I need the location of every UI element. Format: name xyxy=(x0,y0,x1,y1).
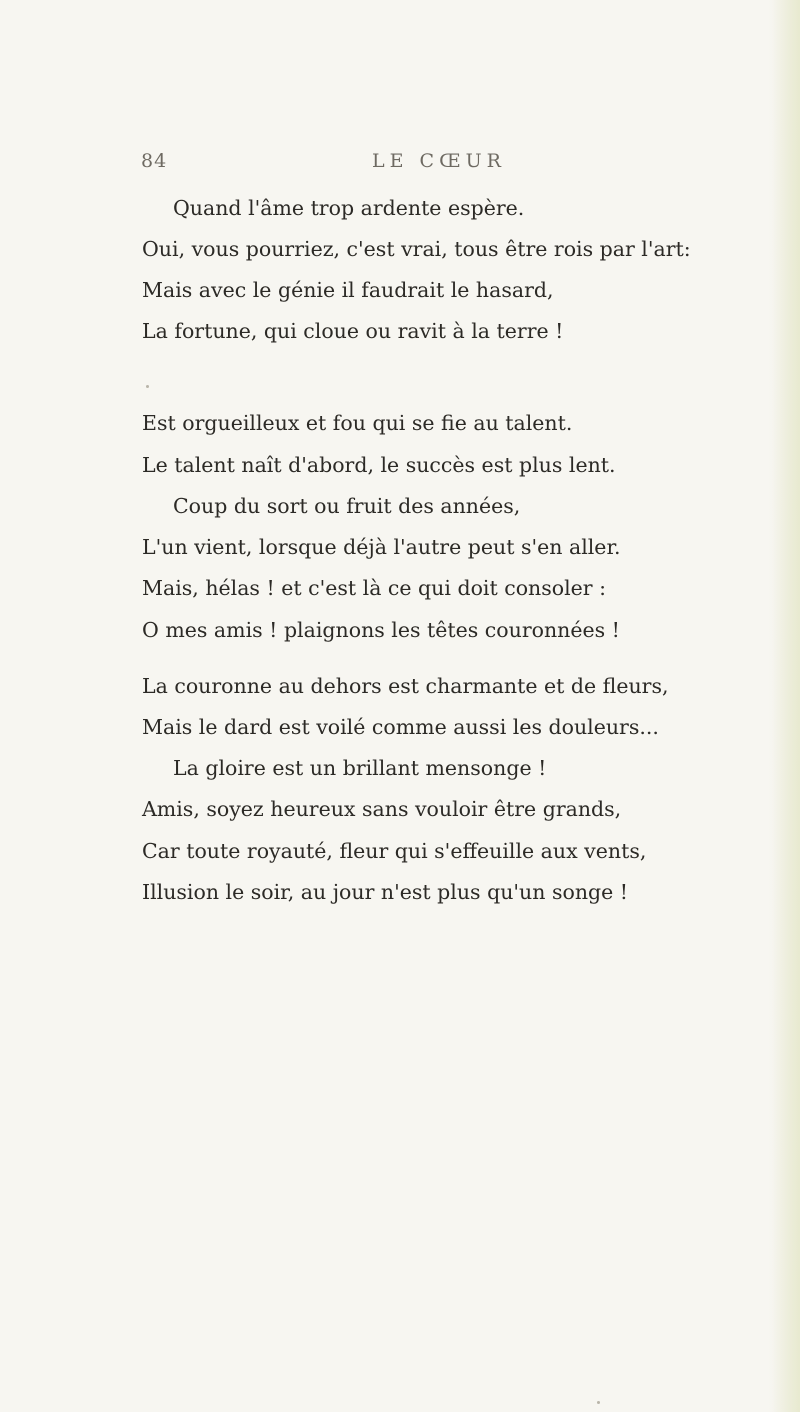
running-title: LE CŒUR xyxy=(372,150,506,172)
page-number: 84 xyxy=(141,150,168,172)
poem-line: Quand l'âme trop ardente espère. xyxy=(173,196,525,220)
poem-line: Car toute royauté, fleur qui s'effeuille aux vents, xyxy=(142,839,647,863)
poem-line: La fortune, qui cloue ou ravit à la terre ! xyxy=(142,319,564,343)
ink-speck xyxy=(146,385,149,388)
ink-speck xyxy=(597,1401,600,1404)
poem-line: Illusion le soir, au jour n'est plus qu'un songe ! xyxy=(142,880,629,904)
poem-line: La couronne au dehors est charmante et de fleurs, xyxy=(142,674,669,698)
poem-line: La gloire est un brillant mensonge ! xyxy=(173,756,547,780)
poem-line: O mes amis ! plaignons les têtes couronnées ! xyxy=(142,618,620,642)
poem-line: Le talent naît d'abord, le succès est plus lent. xyxy=(142,453,616,477)
poem-line: Mais, hélas ! et c'est là ce qui doit consoler : xyxy=(142,576,607,600)
poem-line: Mais le dard est voilé comme aussi les douleurs... xyxy=(142,715,659,739)
poem-line: Mais avec le génie il faudrait le hasard, xyxy=(142,278,554,302)
page-edge xyxy=(772,0,800,1412)
poem-line: Amis, soyez heureux sans vouloir être grands, xyxy=(142,797,622,821)
page-header xyxy=(0,150,800,180)
poem-line: Oui, vous pourriez, c'est vrai, tous être rois par l'art: xyxy=(142,237,691,261)
poem-line: Coup du sort ou fruit des années, xyxy=(173,494,521,518)
poem-line: Est orgueilleux et fou qui se fie au talent. xyxy=(142,411,573,435)
poem-line: L'un vient, lorsque déjà l'autre peut s'en aller. xyxy=(142,535,621,559)
